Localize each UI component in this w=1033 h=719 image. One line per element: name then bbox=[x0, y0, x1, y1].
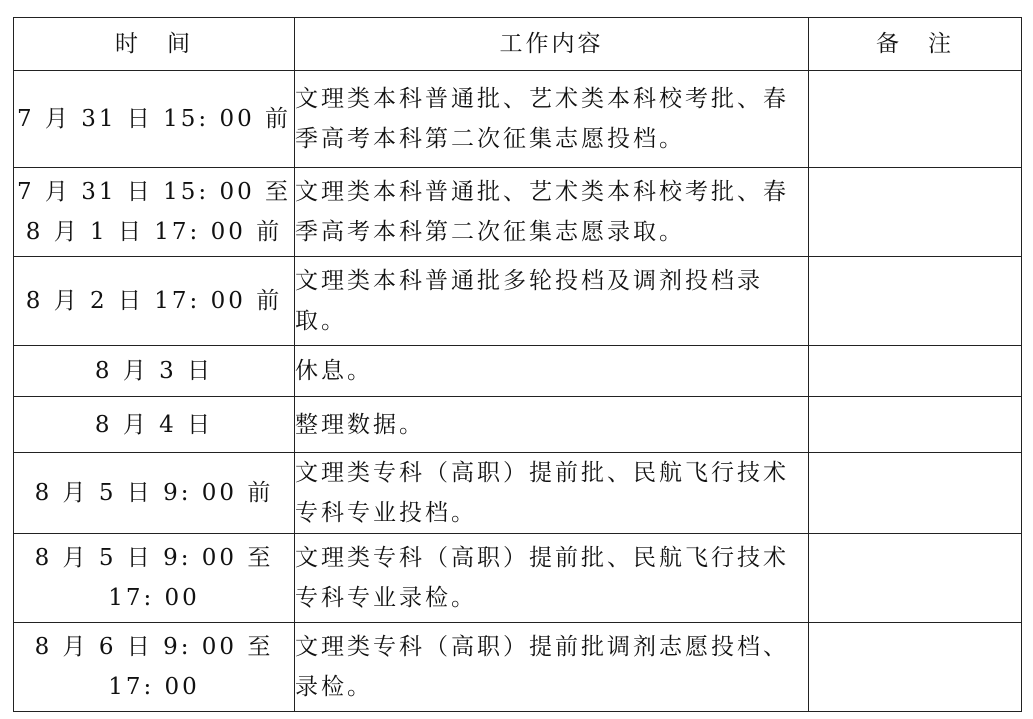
table-row bbox=[14, 346, 1022, 397]
table-row bbox=[14, 453, 1022, 534]
note-cell bbox=[809, 534, 1022, 623]
note-cell bbox=[809, 623, 1022, 712]
header-time: 时 间 bbox=[14, 18, 295, 71]
time-cell: 8 月 6 日 9: 00 至 17: 00 bbox=[14, 623, 295, 712]
content-cell: 文理类本科普通批多轮投档及调剂投档录取。 bbox=[295, 257, 809, 346]
schedule-table bbox=[13, 17, 1022, 712]
time-cell: 8 月 2 日 17: 00 前 bbox=[14, 257, 295, 346]
header-content: 工作内容 bbox=[295, 18, 809, 71]
table-row bbox=[14, 168, 1022, 257]
time-cell: 7 月 31 日 15: 00 至 8 月 1 日 17: 00 前 bbox=[14, 168, 295, 257]
table-row bbox=[14, 257, 1022, 346]
header-row bbox=[14, 18, 1022, 71]
note-cell bbox=[809, 168, 1022, 257]
header-note: 备 注 bbox=[809, 18, 1022, 71]
content-cell: 文理类专科（高职）提前批、民航飞行技术专科专业投档。 bbox=[295, 453, 809, 534]
content-cell: 文理类本科普通批、艺术类本科校考批、春季高考本科第二次征集志愿录取。 bbox=[295, 168, 809, 257]
note-cell bbox=[809, 453, 1022, 534]
time-cell: 8 月 3 日 bbox=[14, 346, 295, 397]
table-header bbox=[14, 18, 1022, 71]
table-body bbox=[14, 71, 1022, 712]
time-cell: 8 月 5 日 9: 00 前 bbox=[14, 453, 295, 534]
table-row bbox=[14, 397, 1022, 453]
content-cell: 文理类专科（高职）提前批调剂志愿投档、录检。 bbox=[295, 623, 809, 712]
content-cell: 休息。 bbox=[295, 346, 809, 397]
table-row bbox=[14, 71, 1022, 168]
content-cell: 文理类本科普通批、艺术类本科校考批、春季高考本科第二次征集志愿投档。 bbox=[295, 71, 809, 168]
note-cell bbox=[809, 71, 1022, 168]
note-cell bbox=[809, 397, 1022, 453]
table-row bbox=[14, 534, 1022, 623]
note-cell bbox=[809, 257, 1022, 346]
content-cell: 整理数据。 bbox=[295, 397, 809, 453]
time-cell: 7 月 31 日 15: 00 前 bbox=[14, 71, 295, 168]
time-cell: 8 月 4 日 bbox=[14, 397, 295, 453]
note-cell bbox=[809, 346, 1022, 397]
table-row bbox=[14, 623, 1022, 712]
time-cell: 8 月 5 日 9: 00 至 17: 00 bbox=[14, 534, 295, 623]
content-cell: 文理类专科（高职）提前批、民航飞行技术专科专业录检。 bbox=[295, 534, 809, 623]
